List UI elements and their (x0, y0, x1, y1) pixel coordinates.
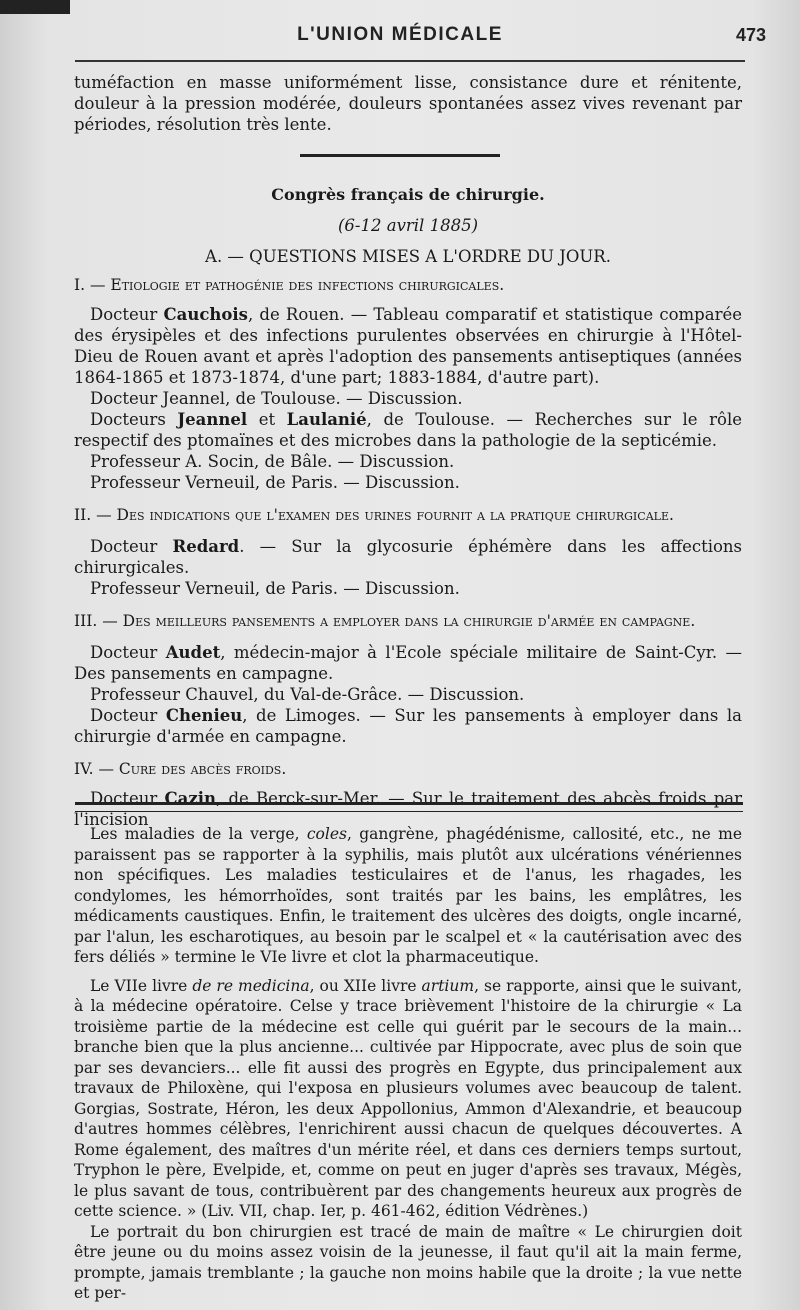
text-run: , se rapporte, ainsi que le suivant, à la médecine opératoire. Celse y trace brièvement l'histoire de la chirurgie « La troisième partie de la médecine est celle qui guérit par le secours de la main... branche bien que la plus ancienne... cultivée par Hippocrate, avec plus de soin que par ses devanciers... elle fit aussi des progrès en Egypte, dus principalement aux travaux de Philoxène, qui l'exposa en plusieurs volumes avec beaucoup de talent. Gorgias, Sostrate, Héron, les deux Appollonius, Ammon d'Alexandrie, et beaucoup d'autres hommes célèbres, l'enrichirent aussi chacun de quelques découvertes. A Rome également, des maîtres d'un mérite réel, et dans ces derniers temps surtout, Tryphon le père, Evelpide, et, comme on peut en juger d'après ses travaux, Mégès, le plus savant de tous, contribuèrent par des changements heureux aux progrès de cette science. » (Liv. VII, chap. Ier, p. 461-462, édition Védrènes.) (74, 976, 742, 1220)
italic-run: coles (306, 825, 347, 843)
entry-prefix: Docteur (90, 537, 173, 556)
entry-text: , de Berck-sur-Mer. — Sur le traitement des abcès froids par l'incision (74, 789, 742, 829)
text-run: Les maladies de la verge, (90, 825, 307, 843)
entry-chenieu (74, 705, 742, 747)
page-number: 473 (735, 25, 766, 45)
section-divider (300, 154, 500, 157)
entry-prefix: Docteur (90, 643, 166, 662)
author-name: Laulanié (286, 410, 367, 429)
entry-prefix: Docteur (90, 789, 165, 808)
entry-redard (74, 536, 742, 578)
entry-jeannel-laulanie (74, 409, 742, 451)
entry-text: , de Limoges. — Sur les pansements à employer dans la chirurgie d'armée en campagne. (74, 706, 743, 746)
running-header (0, 22, 800, 52)
entry-audet (74, 642, 742, 684)
entry-prefix: Docteurs (90, 410, 178, 429)
italic-run: de re medicina (192, 976, 310, 995)
entry-cauchois (74, 304, 742, 388)
text-run: , gangrène, phagédénisme, callosité, etc., ne me paraissent pas se rapporter à la syphilis, mais plutôt aux ulcérations vénériennes non spécifiques. Les maladies testiculaires et de l'anus, les rhagades, les condylomes, les hémorrhoïdes, sont traités par les bains, les emplâtres, les médicaments caustiques. Enfin, le traitement des ulcères des doigts, ongle incarné, par l'alun, les escharotiques, au besoin par le scalpel et « la cautérisation avec des fers déliés » termine le VIe livre et clot la pharmaceutique. (74, 825, 742, 966)
entry-verneuil: Professeur Verneuil, de Paris. — Discussion. (90, 473, 460, 492)
question-3-heading: III. — Des meilleurs pansements a employer dans la chirurgie d'armée en campagne. (74, 612, 696, 630)
author-name: Cauchois (163, 305, 248, 324)
entry-text: , médecin-major à l'Ecole spéciale militaire de Saint-Cyr. — Des pansements en campagne. (74, 643, 742, 683)
entry-text: , de Rouen. — Tableau comparatif et statistique comparée des érysipèles et des infections purulentes observées en chirurgie à l'Hôtel-Dieu de Rouen avant et après l'adoption des pansements antiseptiques (années 1864-1865 et 1873-1874, d'une part; 1883-1884, d'autre part). (74, 305, 742, 387)
feuilleton-block (74, 824, 742, 1304)
question-1-heading: I. — Etiologie et pathogénie des infections chirurgicales. (74, 276, 505, 294)
scan-mark (0, 0, 70, 14)
feuilleton-separator (75, 802, 743, 812)
text-run: , ou XIIe livre (309, 976, 422, 995)
header-rule (75, 60, 745, 62)
intro-paragraph: tuméfaction en masse uniformément lisse, consistance dure et rénitente, douleur à la pression modérée, douleurs spontanées assez vives revenant par périodes, résolution très lente. (74, 73, 742, 134)
entry-verneuil-2: Professeur Verneuil, de Paris. — Discussion. (90, 579, 460, 598)
feuilleton-paragraph-3: Le portrait du bon chirurgien est tracé de main de maître « Le chirurgien doit être jeune ou du moins assez voisin de la jeunesse, il faut qu'il ait la main ferme, prompte, jamais tremblante ; la gauche non moins habile que la droite ; la vue nette et per- (74, 1222, 742, 1302)
author-name: Chenieu (165, 706, 243, 725)
journal-title: L'UNION MÉDICALE (297, 24, 503, 45)
entry-conjunction: et (247, 410, 287, 429)
question-4-heading: IV. — Cure des abcès froids. (74, 760, 287, 778)
feuilleton-paragraph-1 (74, 824, 742, 968)
text-run: Le VIIe livre (90, 976, 193, 995)
entry-prefix: Docteur (90, 706, 166, 725)
italic-run: artium (421, 976, 475, 995)
question-2-heading: II. — Des indications que l'examen des urines fournit a la pratique chirurgicale. (74, 506, 674, 524)
author-name: Audet (165, 643, 221, 662)
intro-paragraph-block (74, 72, 742, 135)
author-name: Jeannel (177, 410, 248, 429)
entry-text: . — Sur la glycosurie éphémère dans les affections chirurgicales. (74, 537, 743, 577)
entry-prefix: Docteur (90, 305, 164, 324)
entry-socin: Professeur A. Socin, de Bâle. — Discussion. (90, 452, 455, 471)
author-name: Redard (172, 537, 240, 556)
author-name: Cazin (164, 789, 217, 808)
congress-title: Congrès français de chirurgie. (271, 185, 545, 204)
entry-text: , de Toulouse. — Recherches sur le rôle respectif des ptomaïnes et des microbes dans la pathologie de la septicémie. (74, 410, 742, 450)
feuilleton-paragraph-2 (74, 976, 742, 1222)
congress-dates: (6-12 avril 1885) (337, 216, 479, 235)
section-a-heading: A. — QUESTIONS MISES A L'ORDRE DU JOUR. (205, 247, 611, 266)
entry-jeannel: Docteur Jeannel, de Toulouse. — Discussion. (90, 389, 463, 408)
entry-chauvel: Professeur Chauvel, du Val-de-Grâce. — Discussion. (90, 685, 525, 704)
congress-block (74, 184, 742, 830)
